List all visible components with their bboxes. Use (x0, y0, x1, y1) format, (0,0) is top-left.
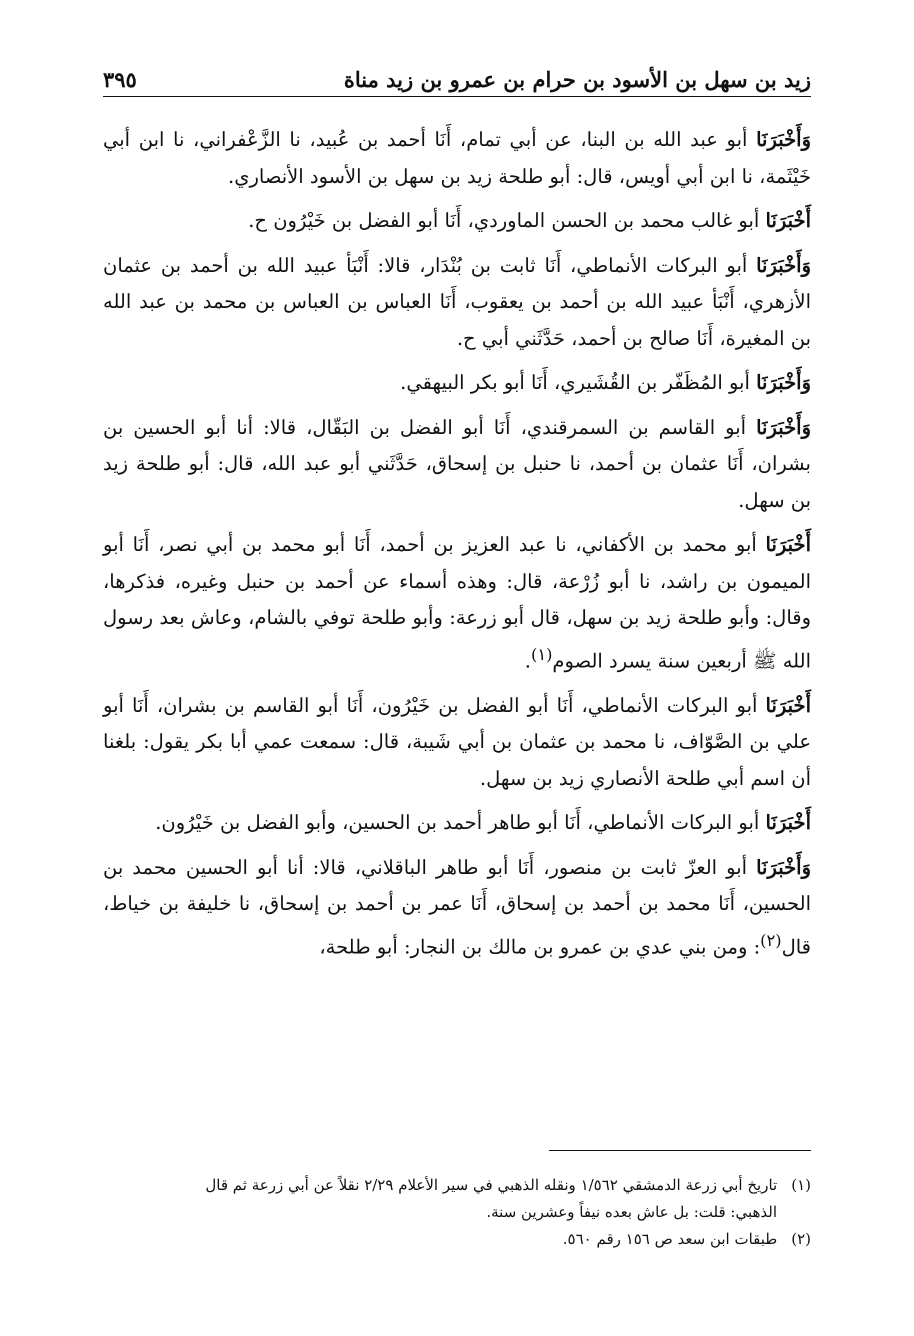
footnote-number: (١) (791, 1176, 811, 1194)
paragraph-text: أبو البركات الأنماطي، أَنَا أبو الفضل بن خَيْرُون، أَنَا أبو القاسم بن بشران، أَنَا أبو علي بن الصَّوّاف، نا محمد بن عثمان بن أبي شَيبة، قال: سمعت عمي أبا بكر يقول: بلغنا أن اسم أبي طلحة الأنصاري زيد بن سهل. (103, 693, 811, 790)
page-number: ٣٩٥ (103, 67, 137, 92)
paragraph (103, 850, 811, 966)
footnote (103, 1172, 811, 1199)
main-text (103, 122, 811, 974)
footnote-marker[interactable]: (٢) (760, 930, 782, 950)
paragraph (103, 122, 811, 195)
footnote-marker[interactable]: (١) (531, 644, 553, 664)
paragraph-text: أبو البركات الأنماطي، أَنَا أبو طاهر أحمد بن الحسين، وأبو الفضل بن خَيْرُون. (155, 811, 766, 834)
paragraph-text: أبو محمد بن الأكفاني، نا عبد العزيز بن أحمد، أَنَا أبو محمد بن أبي نصر، أَنَا أبو الميمون بن راشد، نا أبو زُرْعة، قال: وهذه أسماء عن أحمد بن حنبل وغيره، فذكرها، وقال: وأبو طلحة زيد بن سهل، قال أبو زرعة: وأبو طلحة توفي بالشام، وعاش بعد رسول الله ﷺ أربعين سنة يسرد الصوم (103, 533, 811, 672)
paragraph-text: أبو القاسم بن السمرقندي، أَنَا أبو الفضل بن البَقّال، قالا: أنا أبو الحسين بن بشران، أَنَا عثمان بن أحمد، نا حنبل بن إسحاق، حَدَّثَني أبو عبد الله، قال: أبو طلحة زيد بن سهل. (103, 415, 811, 512)
narration-keyword: أَخْبَرَنَا (765, 811, 811, 834)
narration-keyword: وَأَخْبَرَنَا (756, 415, 811, 439)
footnote-text: طبقات ابن سعد ص ١٥٦ رقم ٥٦٠. (562, 1230, 778, 1248)
paragraph (103, 365, 811, 402)
footnote-text: تاريخ أبي زرعة الدمشقي ١/٥٦٢ ونقله الذهبي في سير الأعلام ٢/٢٩ نقلاً عن أبي زرعة ثم قال (205, 1176, 778, 1194)
page-header (103, 58, 811, 97)
paragraph (103, 527, 811, 680)
footnote-continuation: الذهبي: قلت: بل عاش بعده نيفاً وعشرين سنة. (486, 1203, 777, 1221)
paragraph (103, 688, 811, 798)
paragraph (103, 805, 811, 842)
footnote (103, 1226, 811, 1253)
paragraph-text: أبو العزّ ثابت بن منصور، أَنَا أبو طاهر الباقلاني، قالا: أنا أبو الحسين محمد بن الحسين، أَنَا محمد بن أحمد بن إسحاق، أَنَا عمر بن أحمد بن إسحاق، نا خليفة بن خياط، قال (103, 855, 811, 958)
narration-keyword: أَخْبَرَنَا (765, 209, 811, 232)
footnote-number: (٢) (791, 1230, 811, 1248)
narration-keyword: أَخْبَرَنَا (765, 533, 811, 556)
paragraph-tail: . (524, 649, 531, 672)
footnote-divider (549, 1150, 811, 1151)
narration-keyword: وَأَخْبَرَنَا (756, 371, 811, 394)
paragraph (103, 248, 811, 358)
paragraph (103, 410, 811, 520)
paragraph (103, 203, 811, 240)
paragraph-text: أبو غالب محمد بن الحسن الماوردي، أَنَا أبو الفضل بن خَيْرُون ح. (248, 209, 766, 232)
paragraph-text: أبو عبد الله بن البنا، عن أبي تمام، أَنَا أحمد بن عُبيد، نا الزَّعْفراني، نا ابن أبي خَيْثَمة، نا ابن أبي أويس، قال: أبو طلحة زيد بن سهل بن الأسود الأنصاري. (103, 128, 811, 188)
paragraph-text: أبو المُظَفّر بن القُشَيري، أَنَا أبو بكر البيهقي. (400, 371, 757, 394)
narration-keyword: وَأَخْبَرَنَا (756, 855, 811, 879)
footnotes (103, 1172, 811, 1253)
narration-keyword: وَأَخْبَرَنَا (756, 128, 811, 151)
paragraph-tail: : ومن بني عدي بن عمرو بن مالك بن النجار: أبو طلحة، (319, 935, 761, 958)
narration-keyword: أَخْبَرَنَا (765, 693, 811, 717)
narration-keyword: وَأَخْبَرَنَا (756, 253, 811, 277)
paragraph-text: أبو البركات الأنماطي، أَنَا ثابت بن بُنْدَار، قالا: أَنْبَأ عبيد الله بن أحمد بن عثمان الأزهري، أَنْبَأ عبيد الله بن أحمد بن يعقوب، أَنَا العباس بن العباس بن محمد بن عبد الله بن المغيرة، أَنَا صالح بن أحمد، حَدَّثَني أبي ح. (103, 253, 811, 350)
running-title: زيد بن سهل بن الأسود بن حرام بن عمرو بن زيد مناة (343, 67, 811, 92)
